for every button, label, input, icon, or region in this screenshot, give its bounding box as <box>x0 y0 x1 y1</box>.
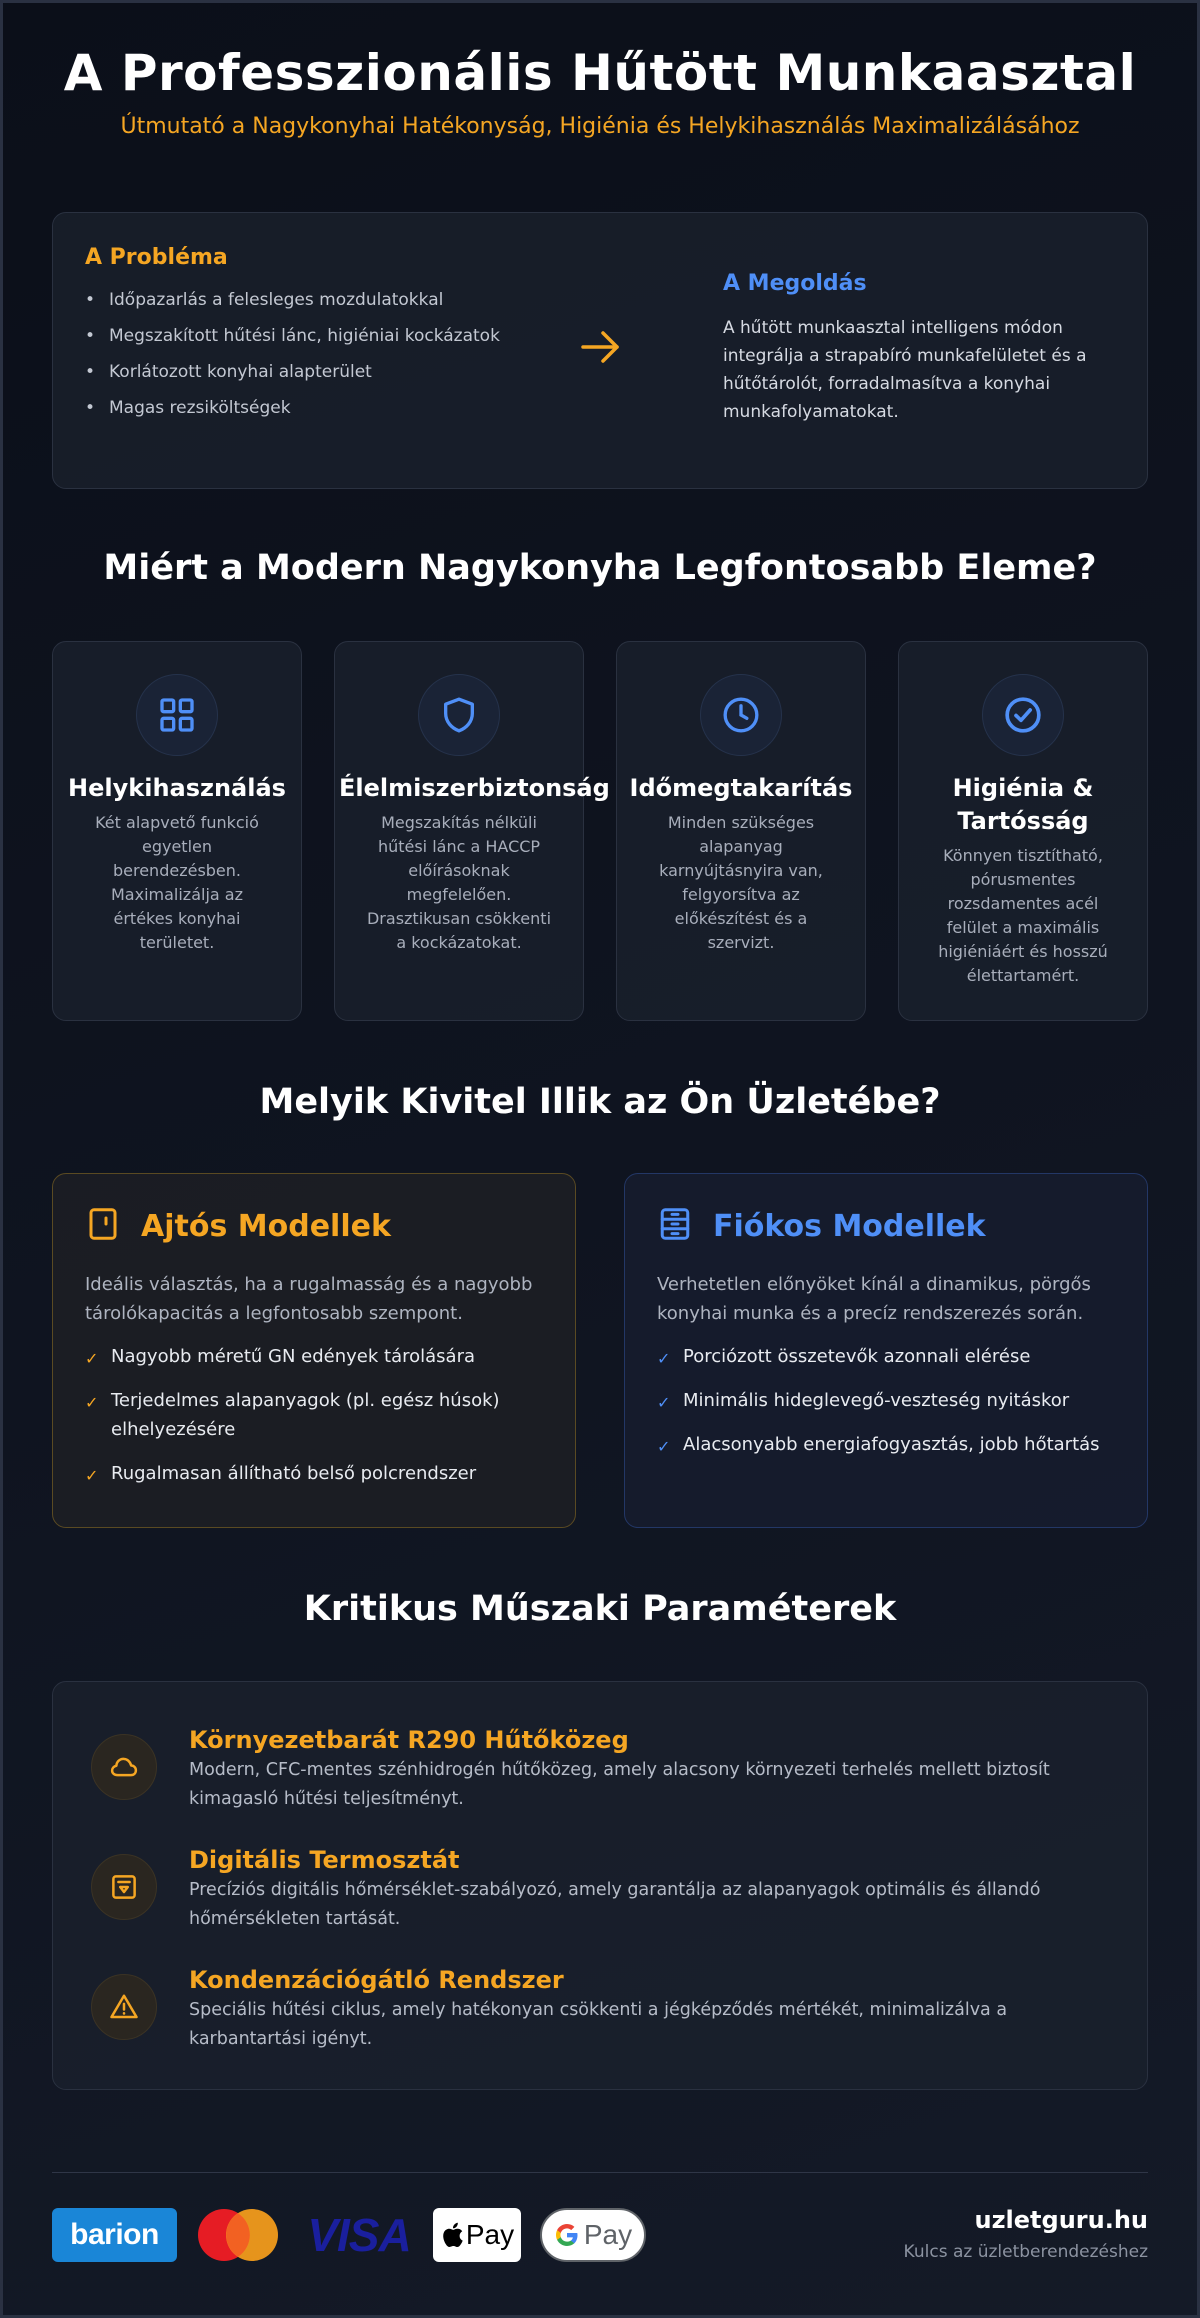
door-models-header <box>85 1206 543 1246</box>
brand-block <box>904 2206 1148 2262</box>
arrow-right-icon <box>577 323 625 371</box>
feature-title: Higiénia & Tartósság <box>952 774 1094 835</box>
infographic-page <box>52 0 1148 2262</box>
problem-item: • Korlátozott konyhai alapterület <box>85 358 525 386</box>
why-title: Miért a Modern Nagykonyha Legfontosabb Eleme? <box>103 548 1097 588</box>
google-g-icon <box>554 2222 580 2248</box>
param-text: Speciális hűtési ciklus, amely hatékonyan csökkenti a jégképződés mértékét, minimalizálva a karbantartási igényt. <box>189 2000 1008 2049</box>
drawer-models-card <box>624 1173 1148 1528</box>
problem-list <box>85 286 525 422</box>
warning-icon <box>91 1974 157 2040</box>
page-title: A Professzionális Hűtött Munkaasztal <box>63 44 1137 102</box>
feature-title: Időmegtakarítás <box>629 774 853 802</box>
door-icon <box>85 1206 121 1246</box>
feature-text: Két alapvető funkció egyetlen berendezésben. Maximalizálja az értékes konyhai területet. <box>95 813 259 952</box>
door-models-title: Ajtós Modellek <box>141 1208 391 1244</box>
check-icon: ✓ <box>657 1437 671 1456</box>
mastercard-logo <box>192 2208 284 2262</box>
door-models-item: ✓ Nagyobb méretű GN edények tárolására <box>85 1342 543 1371</box>
feature-card <box>334 641 610 1021</box>
apple-pay-text: Pay <box>465 2219 515 2250</box>
door-models-desc: Ideális választás, ha a rugalmasság és a nagyobb tárolókapacitás a legfontosabb szempont. <box>85 1274 533 1324</box>
footer-divider <box>52 2172 1148 2173</box>
params-card <box>52 1681 1148 2090</box>
drawer-models-item: ✓ Minimális hideglevegő-veszteség nyitáskor <box>657 1386 1115 1415</box>
model-cards <box>52 1173 1148 1528</box>
param-title: Digitális Termosztát <box>189 1846 460 1874</box>
problem-block <box>85 245 525 430</box>
check-icon: ✓ <box>657 1349 671 1368</box>
solution-block <box>723 271 1123 426</box>
check-icon: ✓ <box>85 1466 99 1485</box>
params-title: Kritikus Műszaki Paraméterek <box>303 1589 897 1629</box>
hero <box>52 0 1148 139</box>
drawers-icon <box>657 1206 693 1246</box>
cloud-icon <box>91 1734 157 1800</box>
barion-logo: barion <box>52 2208 177 2262</box>
problem-item: • Magas rezsiköltségek <box>85 394 525 422</box>
problem-item: • Megszakított hűtési lánc, higiéniai kockázatok <box>85 322 525 350</box>
door-models-card <box>52 1173 576 1528</box>
google-pay-logo <box>540 2208 646 2262</box>
check-icon: ✓ <box>657 1393 671 1412</box>
drawer-models-title: Fiókos Modellek <box>713 1208 986 1244</box>
grid-icon <box>136 674 218 756</box>
apple-icon <box>440 2221 464 2249</box>
feature-title: Élelmiszerbiztonság <box>339 774 610 802</box>
param-text: Precíziós digitális hőmérséklet-szabályozó, amely garantálja az alapanyagok optimális és állandó hőmérsékleten tartását. <box>189 1880 1041 1929</box>
problem-solution-card <box>52 212 1148 489</box>
param-title: Környezetbarát R290 Hűtőközeg <box>189 1726 629 1754</box>
clock-icon <box>700 674 782 756</box>
drawer-models-desc: Verhetetlen előnyöket kínál a dinamikus, pörgős konyhai munka és a precíz rendszerezés során. <box>657 1274 1091 1324</box>
site-name[interactable]: uzletguru.hu <box>974 2206 1148 2234</box>
door-models-list <box>85 1342 543 1488</box>
check-icon: ✓ <box>85 1349 99 1368</box>
shield-icon <box>418 674 500 756</box>
solution-text: A hűtött munkaasztal intelligens módon integrálja a strapabíró munkafelületet és a hűtőtárolót, forradalmasítva a konyhai munkafolyamatokat. <box>723 318 1087 422</box>
feature-cards <box>52 641 1148 1021</box>
feature-title: Helykihasználás <box>68 774 286 802</box>
check-icon: ✓ <box>85 1393 99 1412</box>
google-pay-text: Pay <box>583 2219 633 2250</box>
feature-text: Minden szükséges alapanyag karnyújtásnyira van, felgyorsítva az előkészítést és a szervizt. <box>659 813 823 952</box>
feature-card <box>898 641 1148 1021</box>
check-circle-icon <box>982 674 1064 756</box>
apple-pay-logo <box>433 2208 521 2262</box>
visa-logo: VISA <box>307 2209 411 2261</box>
param-title: Kondenzációgátló Rendszer <box>189 1966 564 1994</box>
feature-card <box>52 641 302 1021</box>
problem-item: • Időpazarlás a felesleges mozdulatokkal <box>85 286 525 314</box>
thermostat-icon <box>91 1854 157 1920</box>
page-subtitle: Útmutató a Nagykonyhai Hatékonyság, Higiénia és Helykihasználás Maximalizálásához <box>120 114 1080 139</box>
door-models-item: ✓ Rugalmasan állítható belső polcrendszer <box>85 1459 543 1488</box>
models-title: Melyik Kivitel Illik az Ön Üzletébe? <box>259 1082 941 1122</box>
drawer-models-header <box>657 1206 1115 1246</box>
door-models-item: ✓ Terjedelmes alapanyagok (pl. egész húsok) elhelyezésére <box>85 1390 500 1440</box>
solution-title: A Megoldás <box>723 271 867 296</box>
drawer-models-item: ✓ Porciózott összetevők azonnali elérése <box>657 1342 1115 1371</box>
feature-text: Megszakítás nélküli hűtési lánc a HACCP előírásoknak megfelelően. Drasztikusan csökkenti a kockázatokat. <box>366 813 552 952</box>
param-text: Modern, CFC-mentes szénhidrogén hűtőközeg, amely alacsony környezeti terhelés mellett biztosít kimagasló hűtési teljesítményt. <box>189 1760 1050 1809</box>
problem-title: A Probléma <box>85 245 228 270</box>
feature-card <box>616 641 866 1021</box>
drawer-models-item: ✓ Alacsonyabb energiafogyasztás, jobb hőtartás <box>657 1430 1115 1459</box>
site-tagline: Kulcs az üzletberendezéshez <box>903 2242 1148 2262</box>
drawer-models-list <box>657 1342 1115 1459</box>
feature-text: Könnyen tisztítható, pórusmentes rozsdamentes acél felület a maximális higiéniáért és hosszú élettartamért. <box>938 846 1108 985</box>
